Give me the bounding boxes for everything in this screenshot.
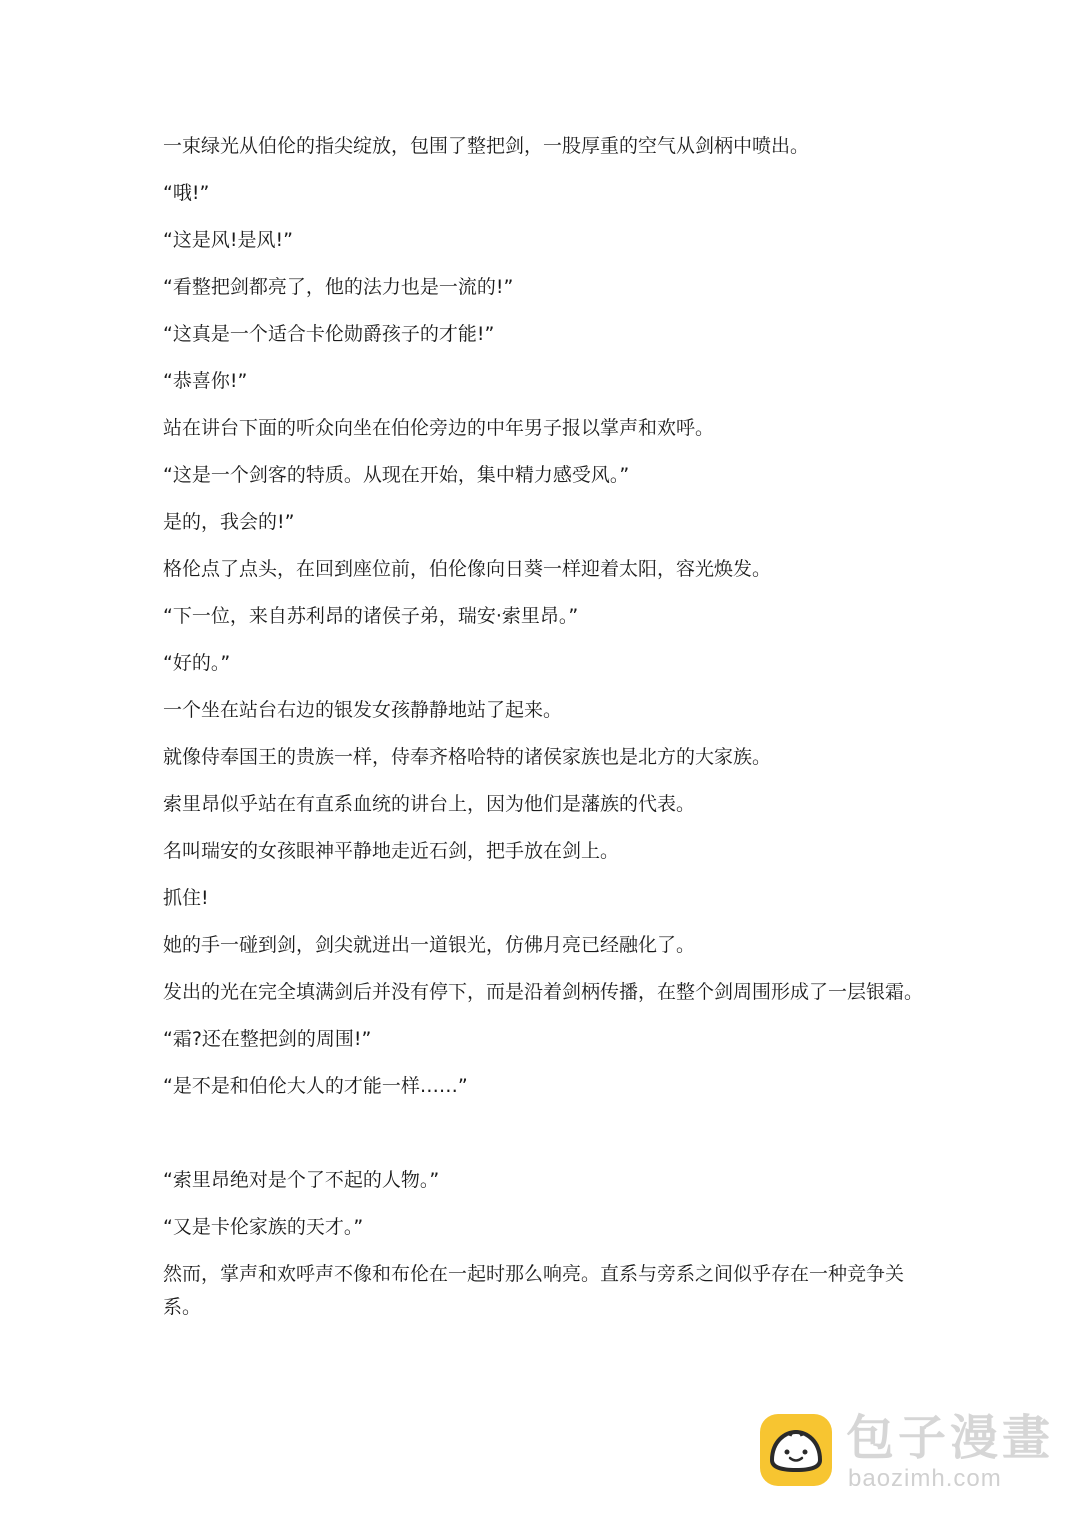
text-body xyxy=(163,130,923,1338)
paragraph: “好的。” xyxy=(163,652,231,674)
bun-logo-icon xyxy=(760,1414,832,1486)
paragraph: 格伦点了点头，在回到座位前，伯伦像向日葵一样迎着太阳，容光焕发。 xyxy=(163,558,772,580)
paragraph: 就像侍奉国王的贵族一样，侍奉齐格哈特的诸侯家族也是北方的大家族。 xyxy=(163,746,772,768)
paragraph: “这是一个剑客的特质。从现在开始，集中精力感受风。” xyxy=(163,464,630,486)
paragraph: “又是卡伦家族的天才。” xyxy=(163,1216,364,1238)
paragraph: 一个坐在站台右边的银发女孩静静地站了起来。 xyxy=(163,699,563,721)
paragraph: “这真是一个适合卡伦勋爵孩子的才能!” xyxy=(163,323,495,345)
paragraph: “索里昂绝对是个了不起的人物。” xyxy=(163,1169,440,1191)
paragraph: “霜?还在整把剑的周围!” xyxy=(163,1028,372,1050)
paragraph: “看整把剑都亮了，他的法力也是一流的!” xyxy=(163,276,514,298)
watermark-title: 包子漫畫 xyxy=(846,1410,1055,1466)
paragraph: 发出的光在完全填满剑后并没有停下，而是沿着剑柄传播，在整个剑周围形成了一层银霜。 xyxy=(163,981,924,1003)
paragraph: 索里昂似乎站在有直系血统的讲台上，因为他们是藩族的代表。 xyxy=(163,793,696,815)
watermark-url: baozimh.com xyxy=(848,1465,1002,1492)
paragraph: “恭喜你!” xyxy=(163,370,248,392)
paragraph: 抓住! xyxy=(163,887,209,909)
section-gap xyxy=(163,1117,923,1164)
paragraph: 名叫瑞安的女孩眼神平静地走近石剑，把手放在剑上。 xyxy=(163,840,620,862)
paragraph: “这是风!是风!” xyxy=(163,229,293,251)
paragraph: “下一位，来自苏利昂的诸侯子弟，瑞安·索里昂。” xyxy=(163,605,579,627)
paragraph: “是不是和伯伦大人的才能一样……” xyxy=(163,1075,468,1097)
paragraph: 一束绿光从伯伦的指尖绽放，包围了整把剑，一股厚重的空气从剑柄中喷出。 xyxy=(163,135,810,157)
paragraph: 然而，掌声和欢呼声不像和布伦在一起时那么响亮。直系与旁系之间似乎存在一种竞争关系。 xyxy=(163,1263,905,1318)
bun-icon xyxy=(760,1414,832,1486)
paragraph: 是的，我会的!” xyxy=(163,511,295,533)
paragraph: 站在讲台下面的听众向坐在伯伦旁边的中年男子报以掌声和欢呼。 xyxy=(163,417,715,439)
paragraph: “哦!” xyxy=(163,182,210,204)
site-watermark xyxy=(760,1410,1060,1500)
paragraph: 她的手一碰到剑，剑尖就迸出一道银光，仿佛月亮已经融化了。 xyxy=(163,934,696,956)
